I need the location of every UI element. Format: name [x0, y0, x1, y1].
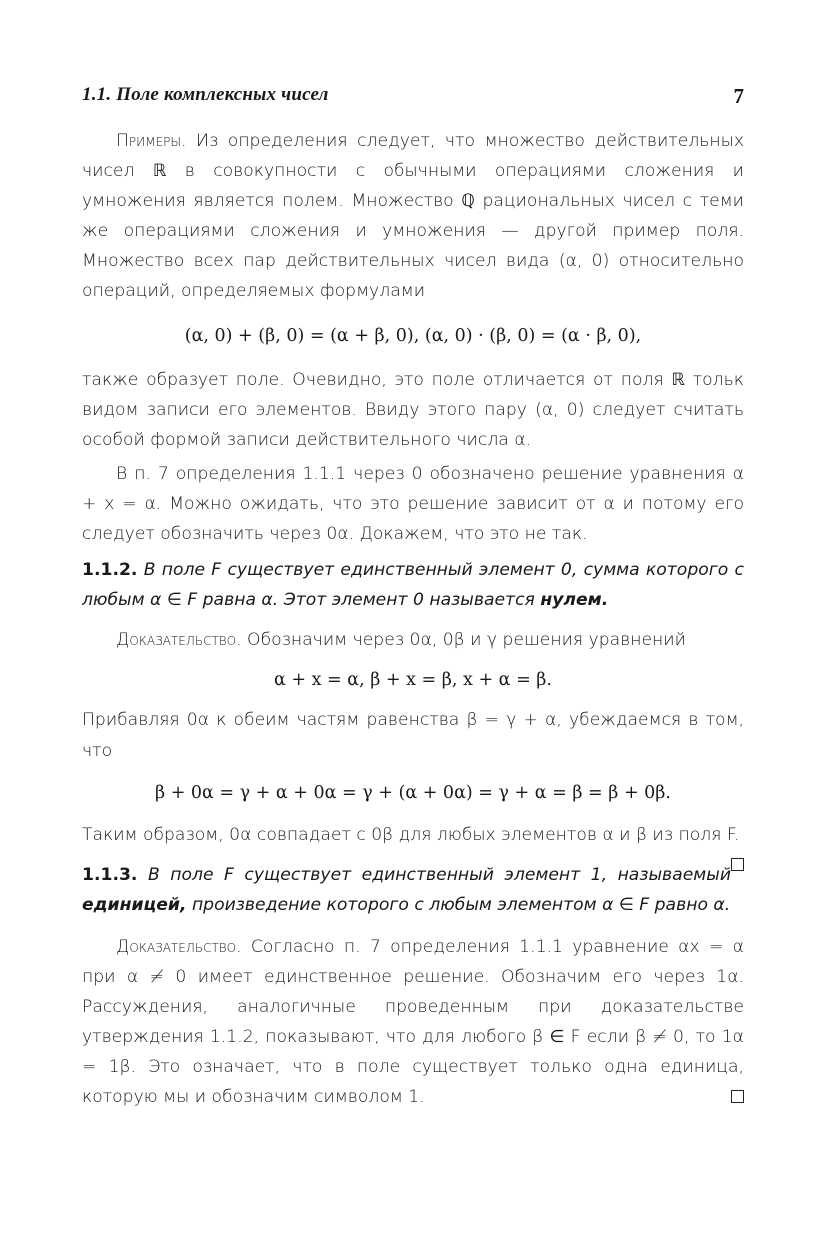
proof-1-1-2-start [82, 625, 744, 655]
formula-chain: β + 0α = γ + α + 0α = γ + (α + 0α) = γ + α = β = β + 0β. [155, 782, 671, 803]
proof-1-1-2-end [82, 820, 744, 850]
page-header [82, 84, 744, 110]
formula-equations: α + x = α, β + x = β, x + α = β. [274, 670, 552, 691]
statement-number: 1.1.3. [82, 864, 138, 885]
proof-text: Обозначим через 0α, 0β и γ решения уравнений [247, 630, 686, 651]
statement-1-1-3 [82, 860, 744, 920]
page-body [82, 126, 744, 1112]
qed-square-icon [731, 1090, 744, 1103]
proof-conclusion: Таким образом, 0α совпадает с 0β для любых элементов α и β из поля F. [82, 824, 740, 845]
running-title: 1.1. Поле комплексных чисел [82, 84, 329, 105]
statement-text: В поле F существует единственный элемент 1, называемый [147, 864, 731, 885]
proof-lead: Доказательство. [116, 630, 242, 651]
examples-continuation: также образует поле. Очевидно, это поле отличается от поля ℝ тольк видом записи его элементов. Ввиду этого пару (α, 0) следует считать особой формой записи действительного числа α. [82, 369, 744, 450]
statement-text-cont: произведение которого с любым элементом α ∈ F равно α. [191, 894, 731, 915]
statement-number: 1.1.2. [82, 560, 138, 581]
term-unit: единицей, [82, 894, 187, 915]
proof-text: Согласно п. 7 определения 1.1.1 уравнение αx = α при α ≠ 0 имеет единственное решение. Обозначим его через 1α. Рассуждения, аналогичные проведенным при доказательстве утверждения 1.1.2, показывают, что для любого β ∈ F если β ≠ 0, то 1α = 1β. Это означает, что в поле существует только одна единица, которую мы и обозначим символом 1. [82, 936, 744, 1108]
proof-lead: Доказательство. [116, 936, 242, 957]
statement-1-1-2 [82, 555, 744, 615]
page-number: 7 [733, 84, 744, 108]
examples-text: Из определения следует, что множество действительных чисел ℝ в совокупности с обычными операциями сложения и умножения является полем. Множество ℚ рациональных чисел с теми же операциями сложения и умножения — другой пример поля. Множество всех пар действительных чисел вида (α, 0) относительно операций, определяемых формулами [82, 131, 744, 302]
proof-1-1-2-middle: Прибавляя 0α к обеим частям равенства β = γ + α, убеждаемся в том, что [82, 710, 744, 761]
examples-lead: Примеры. [116, 131, 187, 151]
qed-square-icon [731, 858, 744, 871]
statement-text: В поле F существует единственный элемент 0, сумма которого с любым α ∈ F равна α. Этот элемент 0 называется [82, 560, 744, 611]
term-zero: нулем. [540, 590, 609, 611]
zero-remark-paragraph: В п. 7 определения 1.1.1 через 0 обозначено решение уравнения α + x = α. Можно ожидать, что это решение зависит от α и потому его следует обозначить через 0α. Докажем, что это не так. [82, 463, 744, 545]
proof-1-1-3 [82, 932, 744, 1113]
examples-paragraph [82, 126, 744, 307]
formula-pair-operations: (α, 0) + (β, 0) = (α + β, 0), (α, 0) · (β, 0) = (α · β, 0), [184, 325, 642, 346]
